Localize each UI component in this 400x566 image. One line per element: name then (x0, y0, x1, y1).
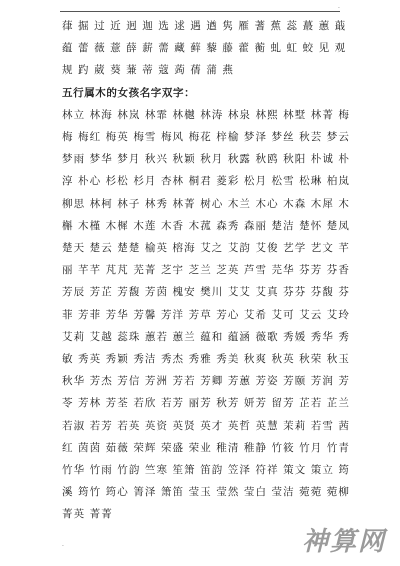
document-body (62, 15, 358, 526)
names-list: 林立 林海 林岚 林霏 林樾 林涛 林泉 林熙 林墅 林菁 梅梅 梅红 梅英 梅雪 梅风 梅花 梓榆 梦泽 梦丝 秋芸 梦云 梦雨 梦华 梦月 秋兴 秋颖 秋月 秋露 秋鸥 秋阳 朴诚 朴淳 朴心 杉松 杉月 杏林 桐君 菱彩 松月 松雪 松琳 柏岚 柳思 林柯 林子 林秀 林菁 树心 木兰 木心 木森 木犀 木槲 木槿 木樨 木莲 木香 木菰 森秀 森丽 楚洁 楚怀 楚凤 楚天 楚云 楚楚 榆英 榕海 艾之 艾韵 艾俊 艺学 艺文 芊丽 芊芊 芃芃 芜菁 芝宇 芝兰 芝英 芦雪 芫华 芬芳 芬香 芳辰 芳芷 芳馥 芳茵 槐安 樊川 艾艾 艾真 芬芬 芬馥 芬菲 芳菲 芳华 芳馨 芳洋 芳草 芳心 艾希 艾可 艾云 艾玲 艾莉 艾越 蕊珠 蕙若 蕙兰 蕴和 蕴涵 薇歌 秀媛 秀华 秀敏 秀英 秀颖 秀洁 秀杰 秀雅 秀美 秋爽 秋英 秋荣 秋玉 秋华 芳杰 芳信 芳洲 芳若 芳卿 芳蕙 芳姿 芳颐 芳润 芳苓 芳林 芳荃 若欣 若芳 丽芳 秋芳 妍芳 留芳 芷若 芷兰 若淑 若芳 若英 英资 英贤 英才 英哲 英慧 茉莉 若雪 茜红 茵茵 茹薇 荣辉 荣盛 荣业 稚清 稚静 竹筱 竹月 竹青 竹华 竹雨 竹韵 竺寒 笙箫 笛韵 笠泽 符祥 策文 策立 筠溪 筠竹 筠心 箐泽 箫笛 莹玉 莹然 莹白 莹洁 菀菀 菀柳 菁英 菁菁 (62, 108, 350, 521)
watermark-logo: 神算网 (301, 527, 386, 557)
top-rule (60, 11, 340, 12)
section-heading: 五行属木的女孩名字双字： (62, 86, 196, 99)
page-mark: · (62, 543, 64, 550)
corner-mark: · (338, 5, 340, 12)
prev-section-names: 葎 掘 过 近 迥 迦 选 逑 遇 遒 隽 雁 蓍 蕉 蕊 蕞 蕙 蕺 蕴 蕾 薇 薏 薛 薪 薷 藏 藓 藜 藤 藿 蘅 虬 虹 蛟 见 观 规 趵 葳 葵 蒹 蒂 蔻 蒟 蒨 蒲 燕 (62, 20, 347, 77)
